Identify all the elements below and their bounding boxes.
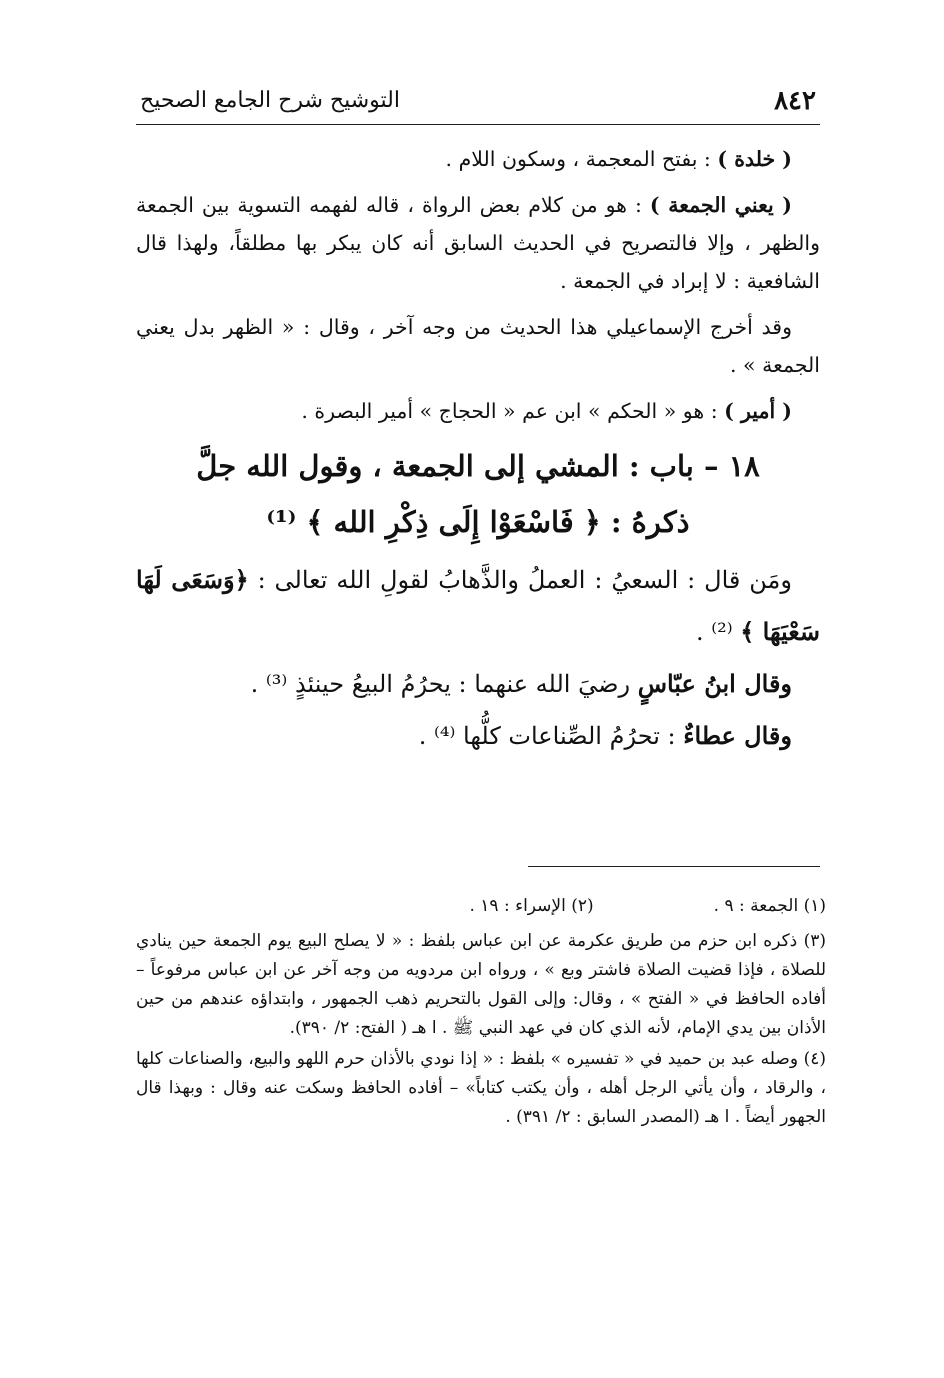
text-ibn-abbas: رضيَ الله عنهما : يحرُمُ البيعُ حينئذٍ ⁽³⁾ . <box>250 670 638 698</box>
chapter-heading-line-2: ذكرهُ : ﴿ فَاسْعَوْا إِلَى ذِكْرِ الله ﴾ ⁽¹⁾ <box>266 505 690 539</box>
text-khalda: : بفتح المعجمة ، وسكون اللام . <box>445 147 718 171</box>
paragraph-ata <box>136 710 820 762</box>
page-number: ٨٤٢ <box>774 86 816 116</box>
main-text <box>136 140 820 762</box>
paragraph-ismaili: وقد أخرج الإسماعيلي هذا الحديث من وجه آخر ، وقال : « الظهر بدل يعني الجمعة » . <box>136 315 820 377</box>
footnote-row-1-2 <box>136 892 826 921</box>
text-saiy-tail: ⁽²⁾ . <box>695 618 741 646</box>
name-ata: وقال عطاءٌ <box>683 721 792 750</box>
quran-quote: ﴿وَسَعَى لَهَا سَعْيَهَا ﴾ <box>136 565 820 646</box>
paragraph-yani-aljumua <box>136 186 820 300</box>
text-yani-aljumua: : هو من كلام بعض الرواة ، قاله لفهمه التسوية بين الجمعة والظهر ، وإلا فالتصريح في الحديث السابق أنه كان يبكر بها مطلقاً، ولهذا قال الشافعية : لا إبراد في الجمعة . <box>136 193 820 293</box>
chapter-heading-line-1: ١٨ – باب : المشي إلى الجمعة ، وقول الله جلَّ <box>196 449 760 483</box>
footnote-divider <box>528 866 820 867</box>
text-saiy: ومَن قال : السعيُ : العملُ والذَّهابُ لقولِ الله تعالى : <box>257 566 792 594</box>
footnote-4: (٤) وصله عبد بن حميد في « تفسيره » بلفظ : « إذا نودي بالأذان حرم اللهو والبيع، والصناعات كلها ، والرقاد ، وأن يأتي الرجل أهله ، وأن يكتب كتاباً» – أفاده الحافظ وسكت عنه وقال : وبهذا قال الجهور أيضاً . ا هـ (المصدر السابق : ٢/ ٣٩١) . <box>136 1049 826 1127</box>
term-yani-aljumua: ( يعني الجمعة ) <box>649 193 792 217</box>
footnote-1: (١) الجمعة : ٩ . <box>713 896 826 916</box>
chapter-heading <box>136 438 820 550</box>
name-ibn-abbas: وقال ابنُ عبّاسٍ <box>637 669 792 698</box>
paragraph-khalda <box>136 140 820 178</box>
paragraph-saiy <box>136 554 820 658</box>
footnote-2: (٢) الإسراء : ١٩ . <box>469 896 594 916</box>
text-ata: : تحرُمُ الصِّناعات كلُّها ⁽⁴⁾ . <box>418 722 684 750</box>
running-title: التوشيح شرح الجامع الصحيح <box>140 88 400 113</box>
paragraph-ibn-abbas <box>136 658 820 710</box>
footnote-3: (٣) ذكره ابن حزم من طريق عكرمة عن ابن عباس بلفظ : « لا يصلح البيع يوم الجمعة حين ينادي للصلاة ، فإذا قضيت الصلاة فاشتر وبع » ، ورواه ابن مردويه من وجه آخر عن ابن عباس مرفوعاً – أفاده الحافظ في « الفتح » ، وقال: وإلى القول بالتحريم ذهب الجمهور ، وابتداؤه عندهم من حين الأذان بين يدي الإمام، لأنه الذي كان في عهد النبي ﷺ . ا هـ ( الفتح: ٢/ ٣٩٠). <box>136 931 826 1038</box>
term-amir: ( أمير ) <box>724 399 792 423</box>
paragraph-amir <box>136 392 820 430</box>
term-khalda: ( خلدة ) <box>717 147 792 171</box>
footnotes <box>136 892 826 1134</box>
page-header <box>136 84 820 125</box>
text-amir: : هو « الحكم » ابن عم « الحجاج » أمير البصرة . <box>301 399 725 423</box>
